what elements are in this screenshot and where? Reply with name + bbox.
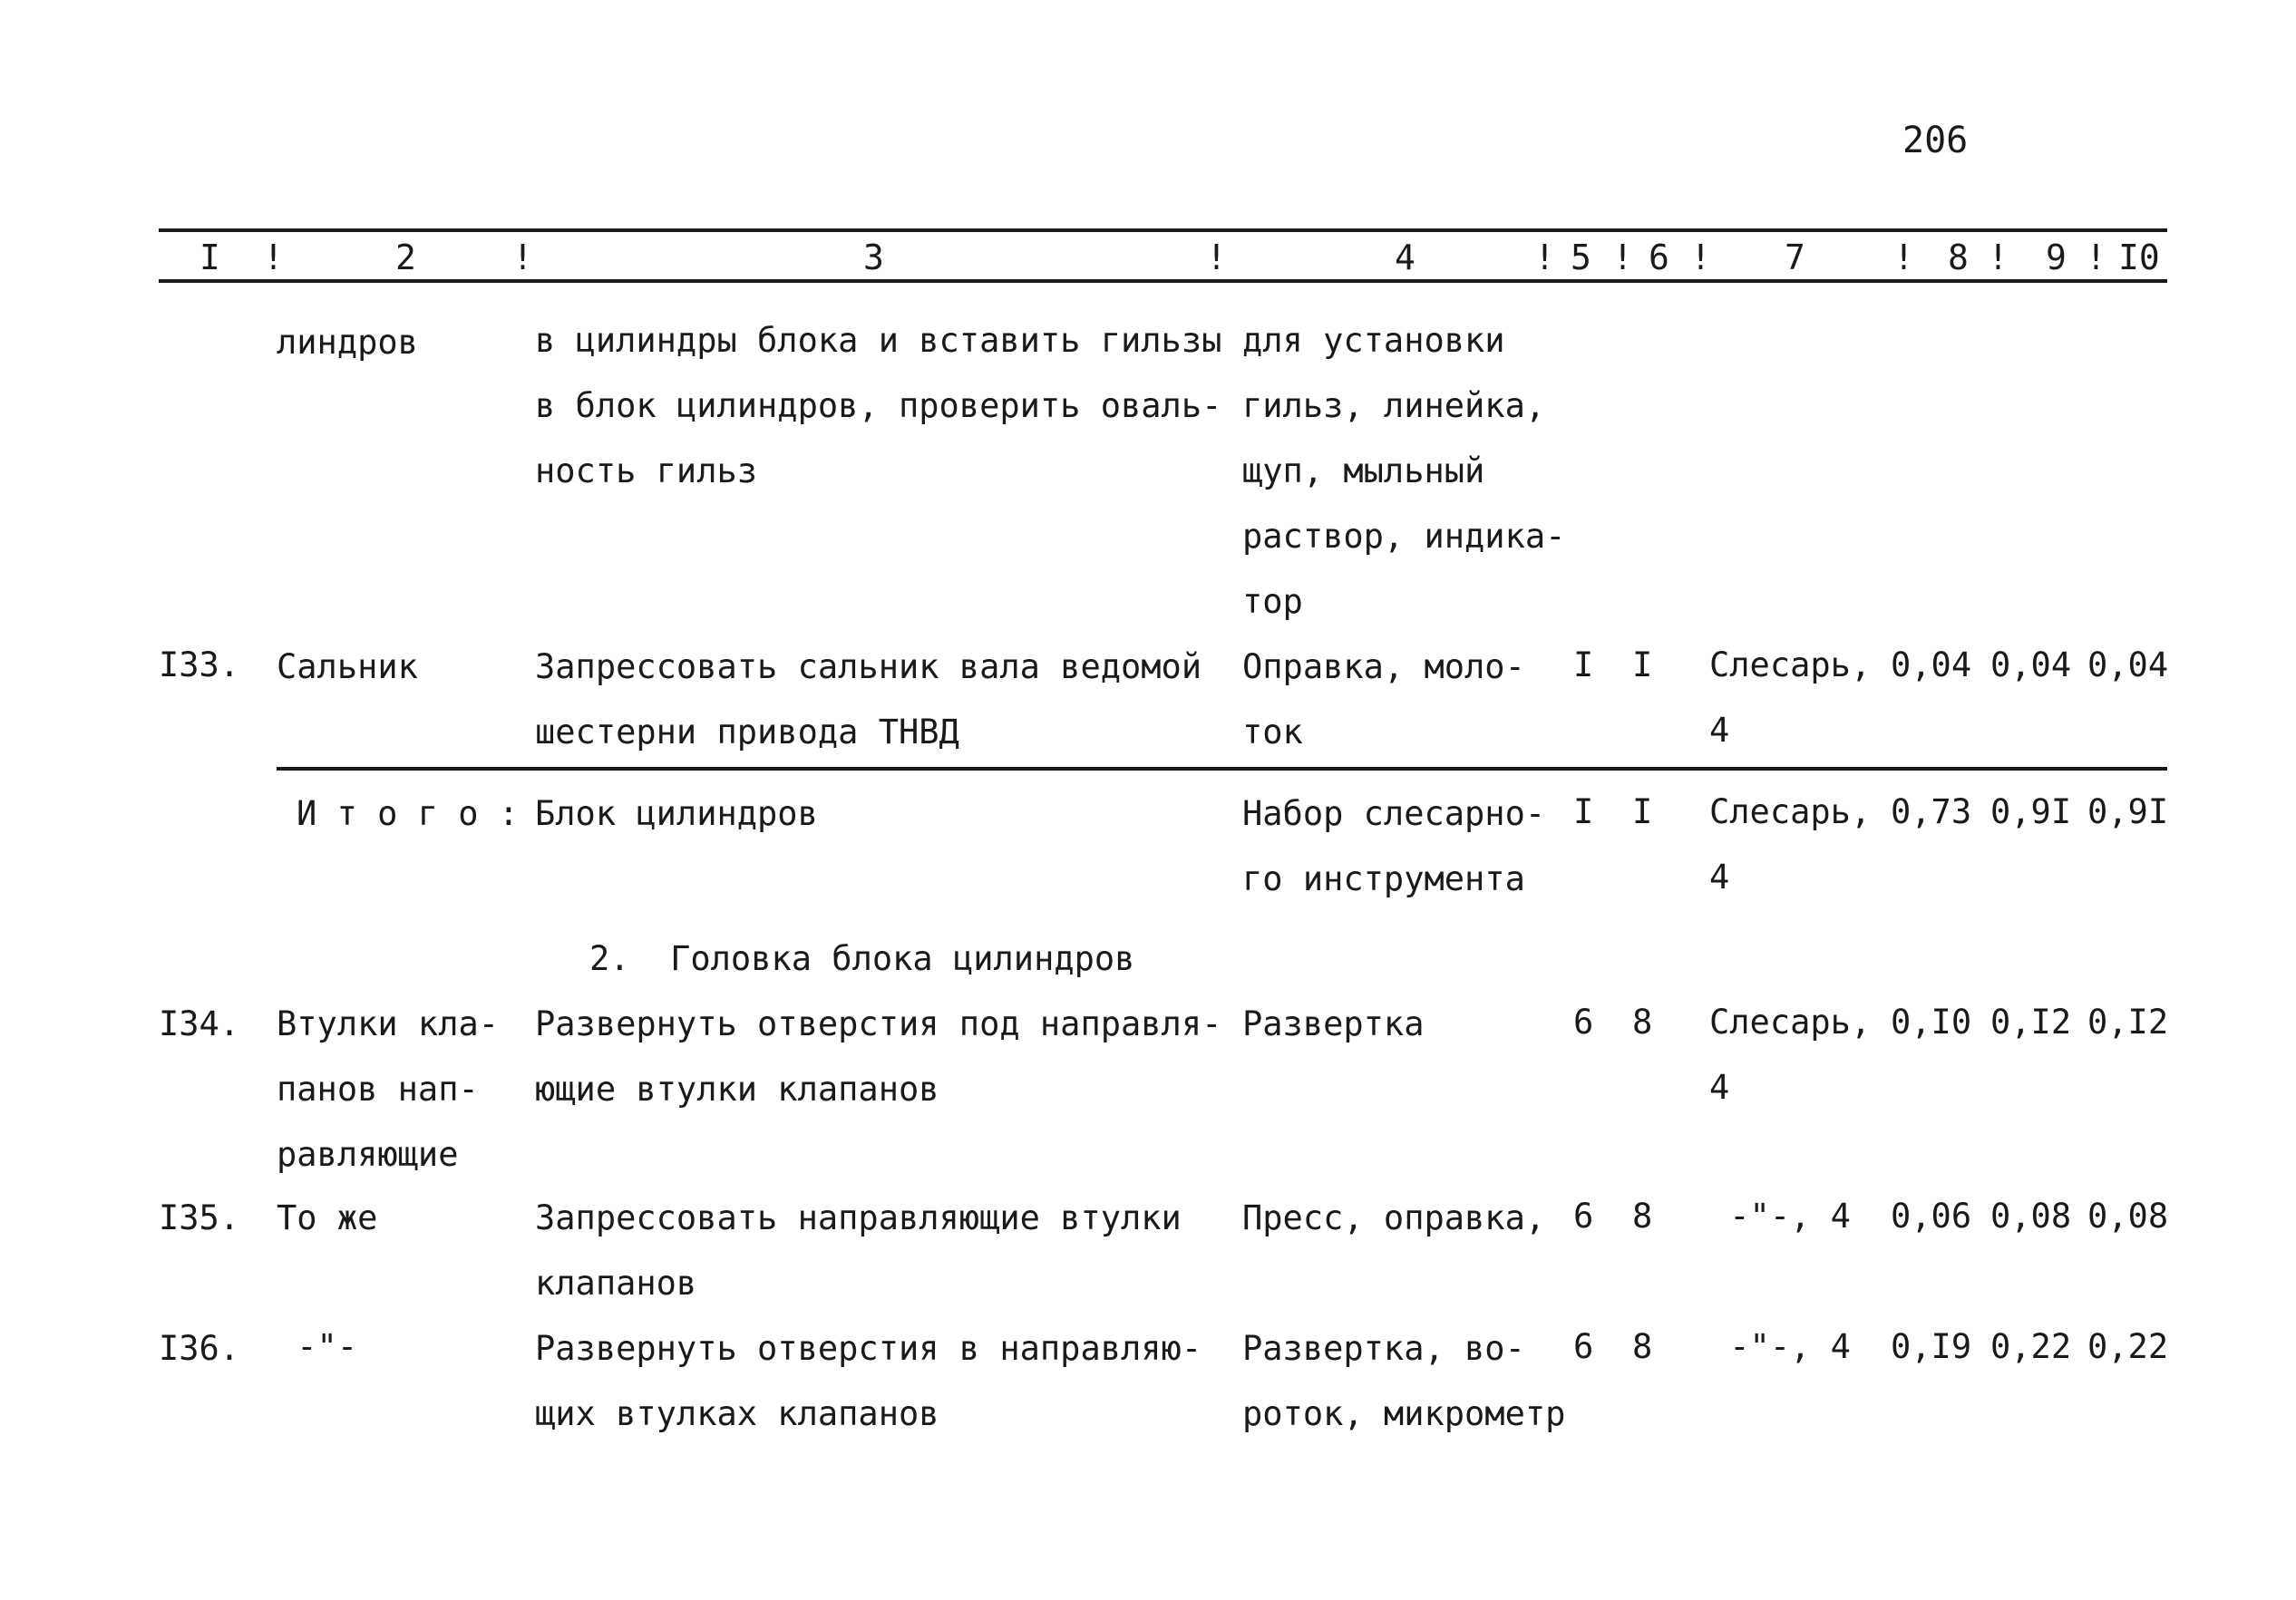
row-col6: I: [1632, 792, 1653, 831]
row-col9: 0,04: [1990, 645, 2072, 684]
row-col9: 0,08: [1990, 1197, 2072, 1236]
row-col5: I: [1573, 792, 1594, 831]
col-header-1: I: [199, 238, 220, 277]
row-col6: 8: [1632, 1327, 1653, 1366]
row-col9: 0,9I: [1990, 792, 2072, 831]
row-name: Втулки кла- панов нап- равляющие: [277, 1004, 500, 1174]
row-name: То же: [277, 1198, 378, 1237]
row-col8: 0,04: [1891, 645, 1972, 684]
row-col7: -"-, 4: [1709, 1327, 1851, 1366]
row-name: Сальник: [277, 647, 418, 686]
row-tools: Пресс, оправка,: [1242, 1198, 1546, 1237]
row-name: линдров: [277, 323, 418, 362]
col-sep: !: [1612, 238, 1633, 277]
section-title: 2. Головка блока цилиндров: [589, 939, 1135, 978]
row-operation: Запрессовать сальник вала ведомой шестерни привода ТНВД: [535, 647, 1202, 752]
header-top-rule: [159, 228, 2167, 232]
row-operation: Запрессовать направляющие втулки клапанов: [535, 1198, 1182, 1303]
col-sep: !: [1893, 238, 1914, 277]
col-header-2: 2: [395, 238, 416, 277]
row-operation: Развернуть отверстия под направля- ющие втулки клапанов: [535, 1004, 1222, 1109]
row-col8: 0,73: [1891, 792, 1972, 831]
col-sep: !: [1206, 238, 1227, 277]
row-col5: 6: [1573, 1327, 1594, 1366]
col-sep: !: [1988, 238, 2009, 277]
row-col9: 0,I2: [1990, 1003, 2072, 1042]
row-col10: 0,08: [2087, 1197, 2169, 1236]
row-col5: 6: [1573, 1003, 1594, 1042]
row-col10: 0,04: [2087, 645, 2169, 684]
row-number: I34.: [159, 1004, 240, 1043]
row-col8: 0,06: [1891, 1197, 1972, 1236]
row-number: I36.: [159, 1329, 240, 1368]
row-col10: 0,9I: [2087, 792, 2169, 831]
row-operation: в цилиндры блока и вставить гильзы в блок цилиндров, проверить оваль- ность гильз: [535, 321, 1222, 490]
row-col6: 8: [1632, 1197, 1653, 1236]
row-col9: 0,22: [1990, 1327, 2072, 1366]
row-col7: -"-, 4: [1709, 1197, 1851, 1236]
row-col5: 6: [1573, 1197, 1594, 1236]
row-col7: Слесарь, 4: [1709, 645, 1872, 750]
col-header-4: 4: [1395, 238, 1416, 277]
row-col7: Слесарь, 4: [1709, 792, 1872, 897]
page-number: 206: [1902, 120, 1969, 161]
col-header-10: I0: [2118, 238, 2160, 277]
col-header-8: 8: [1948, 238, 1969, 277]
row-col10: 0,22: [2087, 1327, 2169, 1366]
col-sep: !: [2086, 238, 2106, 277]
row-col6: 8: [1632, 1003, 1653, 1042]
col-sep: !: [512, 238, 533, 277]
row-tools: Развертка: [1242, 1004, 1425, 1043]
row-number: I35.: [159, 1198, 240, 1237]
header-bottom-rule: [159, 279, 2167, 283]
row-name: -"-: [277, 1327, 358, 1366]
row-col8: 0,I0: [1891, 1003, 1972, 1042]
col-sep: !: [1690, 238, 1711, 277]
col-sep: !: [1534, 238, 1555, 277]
row-tools: Развертка, во- роток, микрометр: [1242, 1329, 1566, 1433]
total-rule: [277, 767, 2167, 771]
col-header-7: 7: [1785, 238, 1805, 277]
row-col5: I: [1573, 645, 1594, 684]
row-operation: Блок цилиндров: [535, 794, 818, 833]
col-header-5: 5: [1571, 238, 1591, 277]
total-label: И т о г о :: [297, 794, 520, 833]
col-header-6: 6: [1649, 238, 1669, 277]
row-col8: 0,I9: [1891, 1327, 1972, 1366]
row-operation: Развернуть отверстия в направляю- щих втулках клапанов: [535, 1329, 1202, 1433]
row-number: I33.: [159, 645, 240, 684]
row-col7: Слесарь, 4: [1709, 1003, 1872, 1107]
col-header-9: 9: [2046, 238, 2067, 277]
col-header-3: 3: [863, 238, 884, 277]
row-col6: I: [1632, 645, 1653, 684]
row-tools: для установки гильз, линейка, щуп, мыльный раствор, индика- тор: [1242, 321, 1566, 621]
row-tools: Набор слесарно- го инструмента: [1242, 794, 1546, 898]
col-sep: !: [263, 238, 284, 277]
row-tools: Оправка, моло- ток: [1242, 647, 1525, 752]
row-col10: 0,I2: [2087, 1003, 2169, 1042]
